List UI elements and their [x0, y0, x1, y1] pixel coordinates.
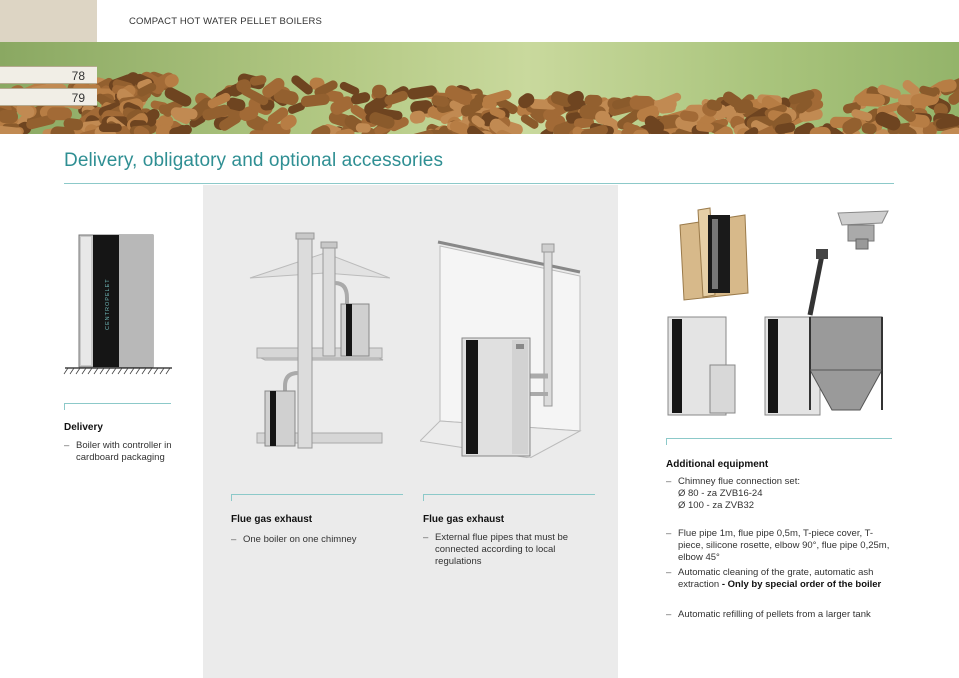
- document-title: COMPACT HOT WATER PELLET BOILERS: [129, 16, 323, 27]
- pellet-shape: [356, 123, 371, 133]
- flue1-item: – One boiler on one chimney: [231, 534, 401, 546]
- pellet-banner-image: [0, 42, 959, 134]
- boiler-delivery-illustration: [62, 230, 174, 380]
- chimney-set-80: Ø 80 - za ZVB16-24: [678, 488, 763, 499]
- special-order-note: - Only by special order of the boiler: [721, 579, 882, 590]
- title-divider: [64, 183, 894, 184]
- header-color-swatch: [0, 0, 97, 42]
- additional-equipment-illustration: [660, 205, 895, 423]
- page-number-left: 78: [71, 69, 85, 83]
- automatic-cleaning-item: [666, 567, 898, 591]
- additional-caption-rule: [666, 438, 892, 445]
- cleaning-text: Automatic cleaning of the grate, automatic ash extraction: [678, 567, 874, 590]
- flue2-heading: Flue gas exhaust: [423, 514, 505, 525]
- pellet-shape: [300, 93, 330, 108]
- flue2-caption-rule: [423, 494, 595, 501]
- page-number-right: 79: [71, 91, 85, 105]
- delivery-item: – Boiler with controller in cardboard packaging: [64, 440, 184, 464]
- flue1-heading: Flue gas exhaust: [231, 514, 313, 525]
- pellet-shape: [99, 124, 122, 133]
- flue2-item: – External flue pipes that must be connected according to local regulations: [423, 532, 601, 568]
- chimney-set-100: Ø 100 - za ZVB32: [678, 500, 755, 511]
- pellet-shape: [856, 93, 886, 107]
- chimney-set-item: [666, 476, 894, 512]
- header-bar: [0, 0, 959, 42]
- external-flue-illustration: [420, 236, 590, 458]
- delivery-caption-rule: [64, 403, 171, 410]
- brand-label: CENTROPELET: [105, 278, 111, 330]
- additional-heading: Additional equipment: [666, 459, 769, 470]
- pellet-shape: [372, 85, 387, 99]
- chimney-installation-illustration: [245, 228, 390, 453]
- flue1-caption-rule: [231, 494, 403, 501]
- pellet-shape: [584, 95, 602, 107]
- section-title: Delivery, obligatory and optional accessories: [64, 150, 444, 171]
- delivery-heading: Delivery: [64, 422, 103, 433]
- flue-pipes-item: – Flue pipe 1m, flue pipe 0,5m, T-piece cover, T-piece, silicone rosette, elbow 90°, flue pipe 0,25m, elbow 45°: [666, 528, 898, 564]
- wood-pellets-illustration: [0, 42, 959, 134]
- pellet-refill-item: – Automatic refilling of pellets from a larger tank: [666, 609, 898, 621]
- page-number-box: [0, 88, 97, 106]
- chimney-set-title: – Chimney flue connection set:: [678, 476, 800, 487]
- page-number-box: [0, 66, 97, 84]
